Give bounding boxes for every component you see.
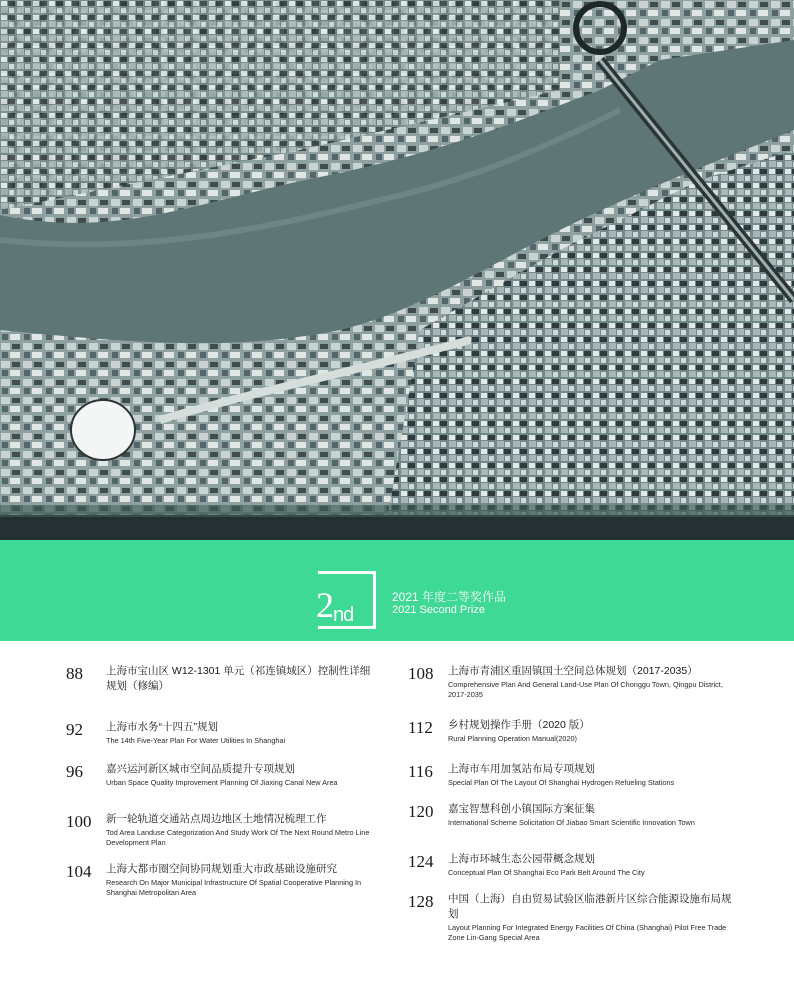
- toc-title-cn: 乡村规划操作手册（2020 版）: [448, 719, 590, 731]
- toc-title-en: Rural Planning Operation Manual(2020): [448, 734, 577, 743]
- toc-title-cn: 嘉宝智慧科创小镇国际方案征集: [448, 803, 595, 815]
- toc-title-en: Research On Major Municipal Infrastructure Of Spatial Cooperative Planning In Shanghai Metropolitan Area: [106, 878, 362, 897]
- toc-entry[interactable]: [66, 812, 378, 862]
- toc-page-number: 96: [66, 762, 83, 781]
- toc-entry[interactable]: [408, 664, 738, 718]
- toc-title-en: Comprehensive Plan And General Land-Use Plan Of Chonggu Town, Qingpu District, 2017-2035: [448, 680, 723, 699]
- toc-title-cn: 中国（上海）自由贸易试验区临港新片区综合能源设施布局规划: [448, 893, 732, 920]
- toc-entry[interactable]: [66, 862, 378, 912]
- toc-title-en: International Scheme Solicitation Of Jiabao Smart Scientific Innovation Town: [448, 818, 695, 827]
- toc-title-cn: 上海市宝山区 W12-1301 单元（祁连镇域区）控制性详细规划（修编）: [106, 665, 371, 692]
- prize-title-en: 2021 Second Prize: [392, 604, 485, 616]
- toc-page-number: 104: [66, 862, 92, 881]
- toc-page-number: 92: [66, 720, 83, 739]
- toc-title-en: The 14th Five-Year Plan For Water Utilities In Shanghai: [106, 736, 286, 745]
- toc-entry[interactable]: [66, 720, 378, 762]
- toc-page-number: 124: [408, 852, 434, 871]
- toc-entry[interactable]: [408, 892, 738, 948]
- toc-page-number: 108: [408, 664, 434, 683]
- toc-title-en: Layout Planning For Integrated Energy Facilities Of China (Shanghai) Pilot Free Trade Zone Lin-Gang Special Area: [448, 923, 727, 942]
- toc-page-number: 120: [408, 802, 434, 821]
- toc-page-number: 128: [408, 892, 434, 911]
- toc-entry[interactable]: [408, 718, 738, 762]
- toc-title-cn: 上海市水务“十四五”规划: [106, 721, 218, 733]
- toc-entry[interactable]: [408, 802, 738, 852]
- toc-page-number: 100: [66, 812, 92, 831]
- prize-title-cn: 2021 年度二等奖作品: [392, 590, 507, 604]
- toc-title-en: Conceptual Plan Of Shanghai Eco Park Belt Around The City: [448, 868, 645, 877]
- toc-title-cn: 上海市车用加氢站布局专项规划: [448, 763, 595, 775]
- toc-title-cn: 上海市环城生态公园带概念规划: [448, 853, 595, 865]
- toc-title-en: Special Plan Of The Layout Of Shanghai Hydrogen Refueling Stations: [448, 778, 675, 787]
- toc-title-cn: 嘉兴运河新区城市空间品质提升专项规划: [106, 763, 295, 775]
- toc-page-number: 88: [66, 664, 83, 683]
- toc-entry[interactable]: [408, 762, 738, 802]
- toc-entry[interactable]: [66, 762, 378, 812]
- toc-left-column: [66, 664, 378, 912]
- toc-title-cn: 上海大都市圈空间协同规划重大市政基础设施研究: [106, 863, 337, 875]
- toc-entry[interactable]: [66, 664, 378, 720]
- toc-page-number: 112: [408, 718, 433, 737]
- toc-page-number: 116: [408, 762, 433, 781]
- toc-title-en: Urban Space Quality Improvement Planning Of Jiaxing Canal New Area: [106, 778, 338, 787]
- toc-entry[interactable]: [408, 852, 738, 892]
- toc-title-en: Tod Area Landuse Categorization And Study Work Of The Next Round Metro Line Development Plan: [106, 828, 370, 847]
- toc-right-column: [408, 664, 738, 948]
- rank-badge-number: $2_{nd}$: [316, 585, 354, 626]
- toc-title-cn: 上海市青浦区重固镇国土空间总体规划（2017-2035）: [448, 665, 698, 677]
- toc-title-cn: 新一轮轨道交通站点周边地区土地情况梳理工作: [106, 813, 327, 825]
